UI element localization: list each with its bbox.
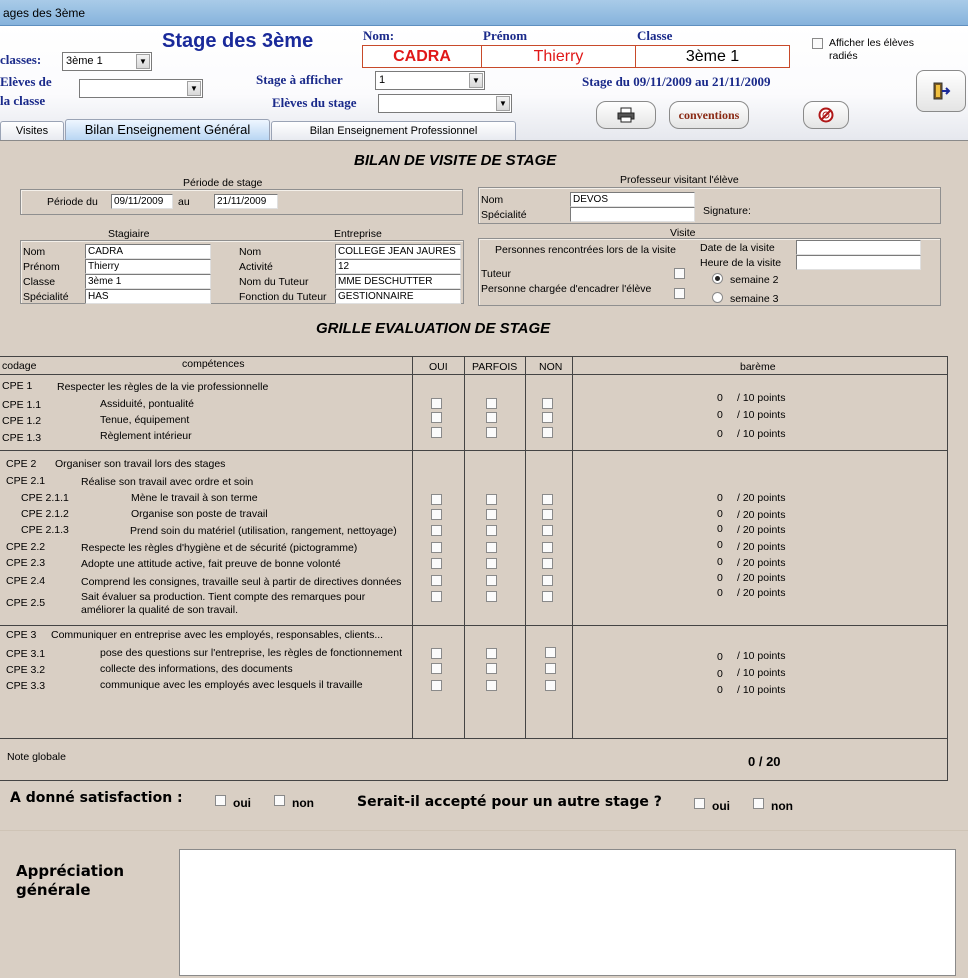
grille-title: GRILLE EVALUATION DE STAGE <box>316 320 551 337</box>
no-entry-icon <box>818 107 834 123</box>
semaine2-label: semaine 2 <box>730 274 779 286</box>
semaine3-label: semaine 3 <box>730 293 779 305</box>
item-code: CPE 3.3 <box>6 680 46 692</box>
stagiaire-classe-label: Classe <box>23 276 56 288</box>
eleves-classe-select[interactable] <box>79 79 203 98</box>
item-score: 0 <box>717 523 723 535</box>
item-code: CPE 3.1 <box>6 648 46 660</box>
stagiaire-classe-field[interactable]: 3ème 1 <box>85 274 211 289</box>
appreciation-label-2: générale <box>16 881 91 899</box>
nom-label: Nom: <box>363 28 395 43</box>
item-label: Adopte une attitude active, fait preuve de bonne volonté <box>81 558 341 570</box>
section2-divider <box>0 625 948 626</box>
non-checkbox[interactable] <box>542 525 553 536</box>
satisfaction-non-checkbox[interactable] <box>274 795 285 806</box>
col-codage: codage <box>2 360 37 372</box>
parfois-checkbox[interactable] <box>486 648 497 659</box>
classes-label: classes: <box>0 52 42 67</box>
parfois-checkbox[interactable] <box>486 427 497 438</box>
section-code: CPE 3 <box>6 629 37 641</box>
entreprise-tuteur-field[interactable]: MME DESCHUTTER <box>335 274 461 289</box>
non-checkbox[interactable] <box>545 663 556 674</box>
note-globale-label: Note globale <box>7 751 66 763</box>
classes-select[interactable] <box>62 52 152 71</box>
non-checkbox[interactable] <box>542 575 553 586</box>
oui-checkbox[interactable] <box>431 558 442 569</box>
item-max: / 20 points <box>737 587 786 599</box>
entreprise-fonction-field[interactable]: GESTIONNAIRE <box>335 289 461 304</box>
item-max: / 10 points <box>737 667 786 679</box>
visite-title: Visite <box>670 227 696 239</box>
col-divider-2 <box>464 356 465 738</box>
item-max: / 20 points <box>737 572 786 584</box>
afficher-radies-label: Afficher les élèves radiés <box>829 37 915 62</box>
item-score: 0 <box>717 428 723 440</box>
parfois-checkbox[interactable] <box>486 412 497 423</box>
entreprise-activite-field[interactable]: 12 <box>335 259 461 274</box>
satisfaction-oui-checkbox[interactable] <box>215 795 226 806</box>
item-code: CPE 2.3 <box>6 557 46 569</box>
non-checkbox[interactable] <box>545 680 556 691</box>
periode-du-label: Période du <box>47 196 98 208</box>
prof-specialite-field[interactable] <box>570 207 695 222</box>
parfois-checkbox[interactable] <box>486 680 497 691</box>
stagiaire-title: Stagiaire <box>108 228 150 240</box>
stage-afficher-value: 1 <box>379 74 386 86</box>
satisfaction-non-label: non <box>292 796 314 810</box>
stagiaire-nom-label: Nom <box>23 246 46 258</box>
oui-checkbox[interactable] <box>431 412 442 423</box>
item-code: CPE 2.1 <box>6 475 46 487</box>
note-globale-value: 0 / 20 <box>748 754 781 769</box>
col-parfois: PARFOIS <box>472 361 518 373</box>
entreprise-tuteur-label: Nom du Tuteur <box>239 276 309 288</box>
oui-checkbox[interactable] <box>431 427 442 438</box>
student-prenom: Thierry <box>481 45 636 68</box>
eleves-classe-label-1: Elèves de <box>0 74 52 89</box>
oui-checkbox[interactable] <box>431 542 442 553</box>
stagiaire-specialite-label: Spécialité <box>23 291 69 303</box>
oui-checkbox[interactable] <box>431 591 442 602</box>
item-code: CPE 1.1 <box>2 399 42 411</box>
accepte-oui-checkbox[interactable] <box>694 798 705 809</box>
header-divider <box>0 374 948 375</box>
oui-checkbox[interactable] <box>431 648 442 659</box>
entreprise-nom-label: Nom <box>239 246 262 258</box>
item-score: 0 <box>717 587 723 599</box>
item-code: CPE 2.2 <box>6 541 46 553</box>
item-max: / 10 points <box>737 428 786 440</box>
item-label: collecte des informations, des documents <box>100 663 293 675</box>
footer-divider <box>0 830 968 831</box>
chevron-down-icon[interactable]: ▼ <box>136 54 150 69</box>
appreciation-textarea[interactable] <box>179 849 956 976</box>
item-max: / 10 points <box>737 392 786 404</box>
exit-door-icon <box>931 81 951 101</box>
col-oui: OUI <box>429 361 448 373</box>
item-label: Assiduité, pontualité <box>100 398 194 410</box>
item-code: CPE 2.1.3 <box>21 524 69 536</box>
afficher-radies-checkbox[interactable] <box>812 38 823 49</box>
window-title-bar <box>0 0 968 26</box>
item-score: 0 <box>717 668 723 680</box>
semaine2-radio[interactable] <box>712 273 723 284</box>
item-max: / 20 points <box>737 509 786 521</box>
item-code: CPE 1.3 <box>2 432 42 444</box>
conventions-button[interactable]: conventions <box>669 101 749 129</box>
parfois-checkbox[interactable] <box>486 591 497 602</box>
parfois-checkbox[interactable] <box>486 494 497 505</box>
item-label: Règlement intérieur <box>100 430 192 442</box>
oui-checkbox[interactable] <box>431 494 442 505</box>
stage-afficher-select[interactable] <box>375 71 485 90</box>
prof-specialite-label: Spécialité <box>481 209 527 221</box>
entreprise-title: Entreprise <box>334 228 382 240</box>
entreprise-nom-field[interactable]: COLLEGE JEAN JAURES <box>335 244 461 259</box>
encadrer-label: Personne chargée d'encadrer l'élève <box>481 283 652 295</box>
stagiaire-specialite-field[interactable]: HAS <box>85 289 211 304</box>
non-checkbox[interactable] <box>542 494 553 505</box>
item-score: 0 <box>717 492 723 504</box>
accepte-non-label: non <box>771 799 793 813</box>
section-label: Respecter les règles de la vie professionnelle <box>57 381 269 393</box>
accepte-non-checkbox[interactable] <box>753 798 764 809</box>
col-divider-3 <box>525 356 526 738</box>
chevron-down-icon[interactable]: ▼ <box>187 81 201 96</box>
non-checkbox[interactable] <box>542 558 553 569</box>
non-checkbox[interactable] <box>542 398 553 409</box>
item-code: CPE 2.1.2 <box>21 508 69 520</box>
student-classe: 3ème 1 <box>635 45 790 68</box>
stagiaire-prenom-field[interactable]: Thierry <box>85 259 211 274</box>
non-checkbox[interactable] <box>542 509 553 520</box>
print-button[interactable] <box>596 101 656 129</box>
eleves-stage-label: Elèves du stage <box>272 95 357 110</box>
item-label: communique avec les employés avec lesquels il travaille <box>100 679 363 691</box>
item-label: Tenue, équipement <box>100 414 190 426</box>
tab-divider <box>0 140 968 141</box>
item-label: Prend soin du matériel (utilisation, rangement, nettoyage) <box>130 525 397 537</box>
item-code: CPE 3.2 <box>6 664 46 676</box>
item-label: pose des questions sur l'entreprise, les règles de fonctionnement <box>100 647 403 659</box>
oui-checkbox[interactable] <box>431 575 442 586</box>
date-debut-field[interactable]: 09/11/2009 <box>111 194 173 209</box>
item-label-line2: améliorer la qualité de son travail. <box>81 604 238 616</box>
entreprise-fonction-label: Fonction du Tuteur <box>239 291 327 303</box>
parfois-checkbox[interactable] <box>486 525 497 536</box>
item-max: / 20 points <box>737 541 786 553</box>
item-max: / 20 points <box>737 557 786 569</box>
prof-title: Professeur visitant l'élève <box>620 174 739 186</box>
entreprise-activite-label: Activité <box>239 261 273 273</box>
chevron-down-icon[interactable]: ▼ <box>469 73 483 88</box>
au-label: au <box>178 196 190 208</box>
item-label: Respecte les règles d'hygiène et de sécurité (pictogramme) <box>81 542 358 554</box>
item-score: 0 <box>717 409 723 421</box>
section-code: CPE 1 <box>2 380 33 392</box>
note-divider <box>0 738 948 739</box>
oui-checkbox[interactable] <box>431 398 442 409</box>
item-code: CPE 1.2 <box>2 415 42 427</box>
student-nom: CADRA <box>362 45 482 68</box>
app-title: Stage des 3ème <box>162 30 314 52</box>
eleves-stage-select[interactable] <box>378 94 512 113</box>
item-max: / 20 points <box>737 524 786 536</box>
item-code: CPE 2.4 <box>6 575 46 587</box>
parfois-checkbox[interactable] <box>486 558 497 569</box>
non-checkbox[interactable] <box>542 412 553 423</box>
col-competences: compétences <box>182 358 245 370</box>
non-checkbox[interactable] <box>542 427 553 438</box>
oui-checkbox[interactable] <box>431 663 442 674</box>
section-label: Organiser son travail lors des stages <box>55 458 226 470</box>
item-max: / 10 points <box>737 684 786 696</box>
tab-bilan-general[interactable]: Bilan Enseignement Général <box>65 119 270 140</box>
appreciation-label-1: Appréciation <box>16 862 125 880</box>
col-bareme: barème <box>740 361 776 373</box>
parfois-checkbox[interactable] <box>486 398 497 409</box>
classes-value: 3ème 1 <box>66 55 103 67</box>
non-checkbox[interactable] <box>545 647 556 658</box>
tuteur-label: Tuteur <box>481 268 511 280</box>
cancel-button[interactable] <box>803 101 849 129</box>
parfois-checkbox[interactable] <box>486 575 497 586</box>
prof-nom-label: Nom <box>481 194 504 206</box>
semaine3-radio[interactable] <box>712 292 723 303</box>
section-label: Communiquer en entreprise avec les employés, responsables, clients... <box>51 629 384 641</box>
item-label: Sait évaluer sa production. Tient compte des remarques pour <box>81 591 366 603</box>
parfois-checkbox[interactable] <box>486 509 497 520</box>
oui-checkbox[interactable] <box>431 525 442 536</box>
col-divider-1 <box>412 356 413 738</box>
item-score: 0 <box>717 556 723 568</box>
heure-visite-label: Heure de la visite <box>700 257 782 269</box>
parfois-checkbox[interactable] <box>486 663 497 674</box>
item-max: / 10 points <box>737 650 786 662</box>
accepte-oui-label: oui <box>712 799 730 813</box>
chevron-down-icon[interactable]: ▼ <box>496 96 510 111</box>
item-max: / 10 points <box>737 409 786 421</box>
accepte-label: Serait-il accepté pour un autre stage ? <box>357 794 662 810</box>
signature-label: Signature: <box>703 205 751 217</box>
date-visite-label: Date de la visite <box>700 242 775 254</box>
item-label: Mène le travail à son terme <box>131 492 258 504</box>
encadrer-checkbox[interactable] <box>674 288 685 299</box>
heure-visite-field[interactable] <box>796 255 921 270</box>
satisfaction-oui-label: oui <box>233 796 251 810</box>
item-label: Organise son poste de travail <box>131 508 268 520</box>
stagiaire-prenom-label: Prénom <box>23 261 60 273</box>
item-max: / 20 points <box>737 492 786 504</box>
date-fin-field[interactable]: 21/11/2009 <box>214 194 278 209</box>
stage-afficher-label: Stage à afficher <box>256 72 343 87</box>
non-checkbox[interactable] <box>542 591 553 602</box>
tuteur-checkbox[interactable] <box>674 268 685 279</box>
prof-nom-field[interactable]: DEVOS <box>570 192 695 207</box>
personnes-label: Personnes rencontrées lors de la visite <box>495 244 676 256</box>
tab-bilan-professionnel[interactable]: Bilan Enseignement Professionnel <box>271 121 516 140</box>
item-score: 0 <box>717 392 723 404</box>
eleves-classe-label-2: la classe <box>0 93 46 108</box>
col-non: NON <box>539 361 563 373</box>
date-visite-field[interactable] <box>796 240 921 255</box>
parfois-checkbox[interactable] <box>486 542 497 553</box>
oui-checkbox[interactable] <box>431 509 442 520</box>
oui-checkbox[interactable] <box>431 680 442 691</box>
item-score: 0 <box>717 684 723 696</box>
item-score: 0 <box>717 508 723 520</box>
item-label: Réalise son travail avec ordre et soin <box>81 476 254 488</box>
bilan-title: BILAN DE VISITE DE STAGE <box>354 152 557 169</box>
item-score: 0 <box>717 539 723 551</box>
col-divider-4 <box>572 356 573 738</box>
non-checkbox[interactable] <box>542 542 553 553</box>
item-score: 0 <box>717 572 723 584</box>
stage-dates: Stage du 09/11/2009 au 21/11/2009 <box>582 74 771 89</box>
section-code: CPE 2 <box>6 458 37 470</box>
item-score: 0 <box>717 651 723 663</box>
window-title: ages des 3ème <box>3 6 86 20</box>
tab-visites[interactable]: Visites <box>0 121 64 140</box>
prenom-label: Prénom <box>483 28 528 43</box>
stagiaire-nom-field[interactable]: CADRA <box>85 244 211 259</box>
classe-label: Classe <box>637 28 673 43</box>
item-code: CPE 2.5 <box>6 597 46 609</box>
item-code: CPE 2.1.1 <box>21 492 69 504</box>
item-label: Comprend les consignes, travaille seul à partir de directives données <box>81 576 402 588</box>
section1-divider <box>0 450 948 451</box>
periode-title: Période de stage <box>183 177 263 189</box>
satisfaction-label: A donné satisfaction : <box>10 790 183 806</box>
exit-button[interactable] <box>916 70 966 112</box>
printer-icon <box>617 107 635 123</box>
